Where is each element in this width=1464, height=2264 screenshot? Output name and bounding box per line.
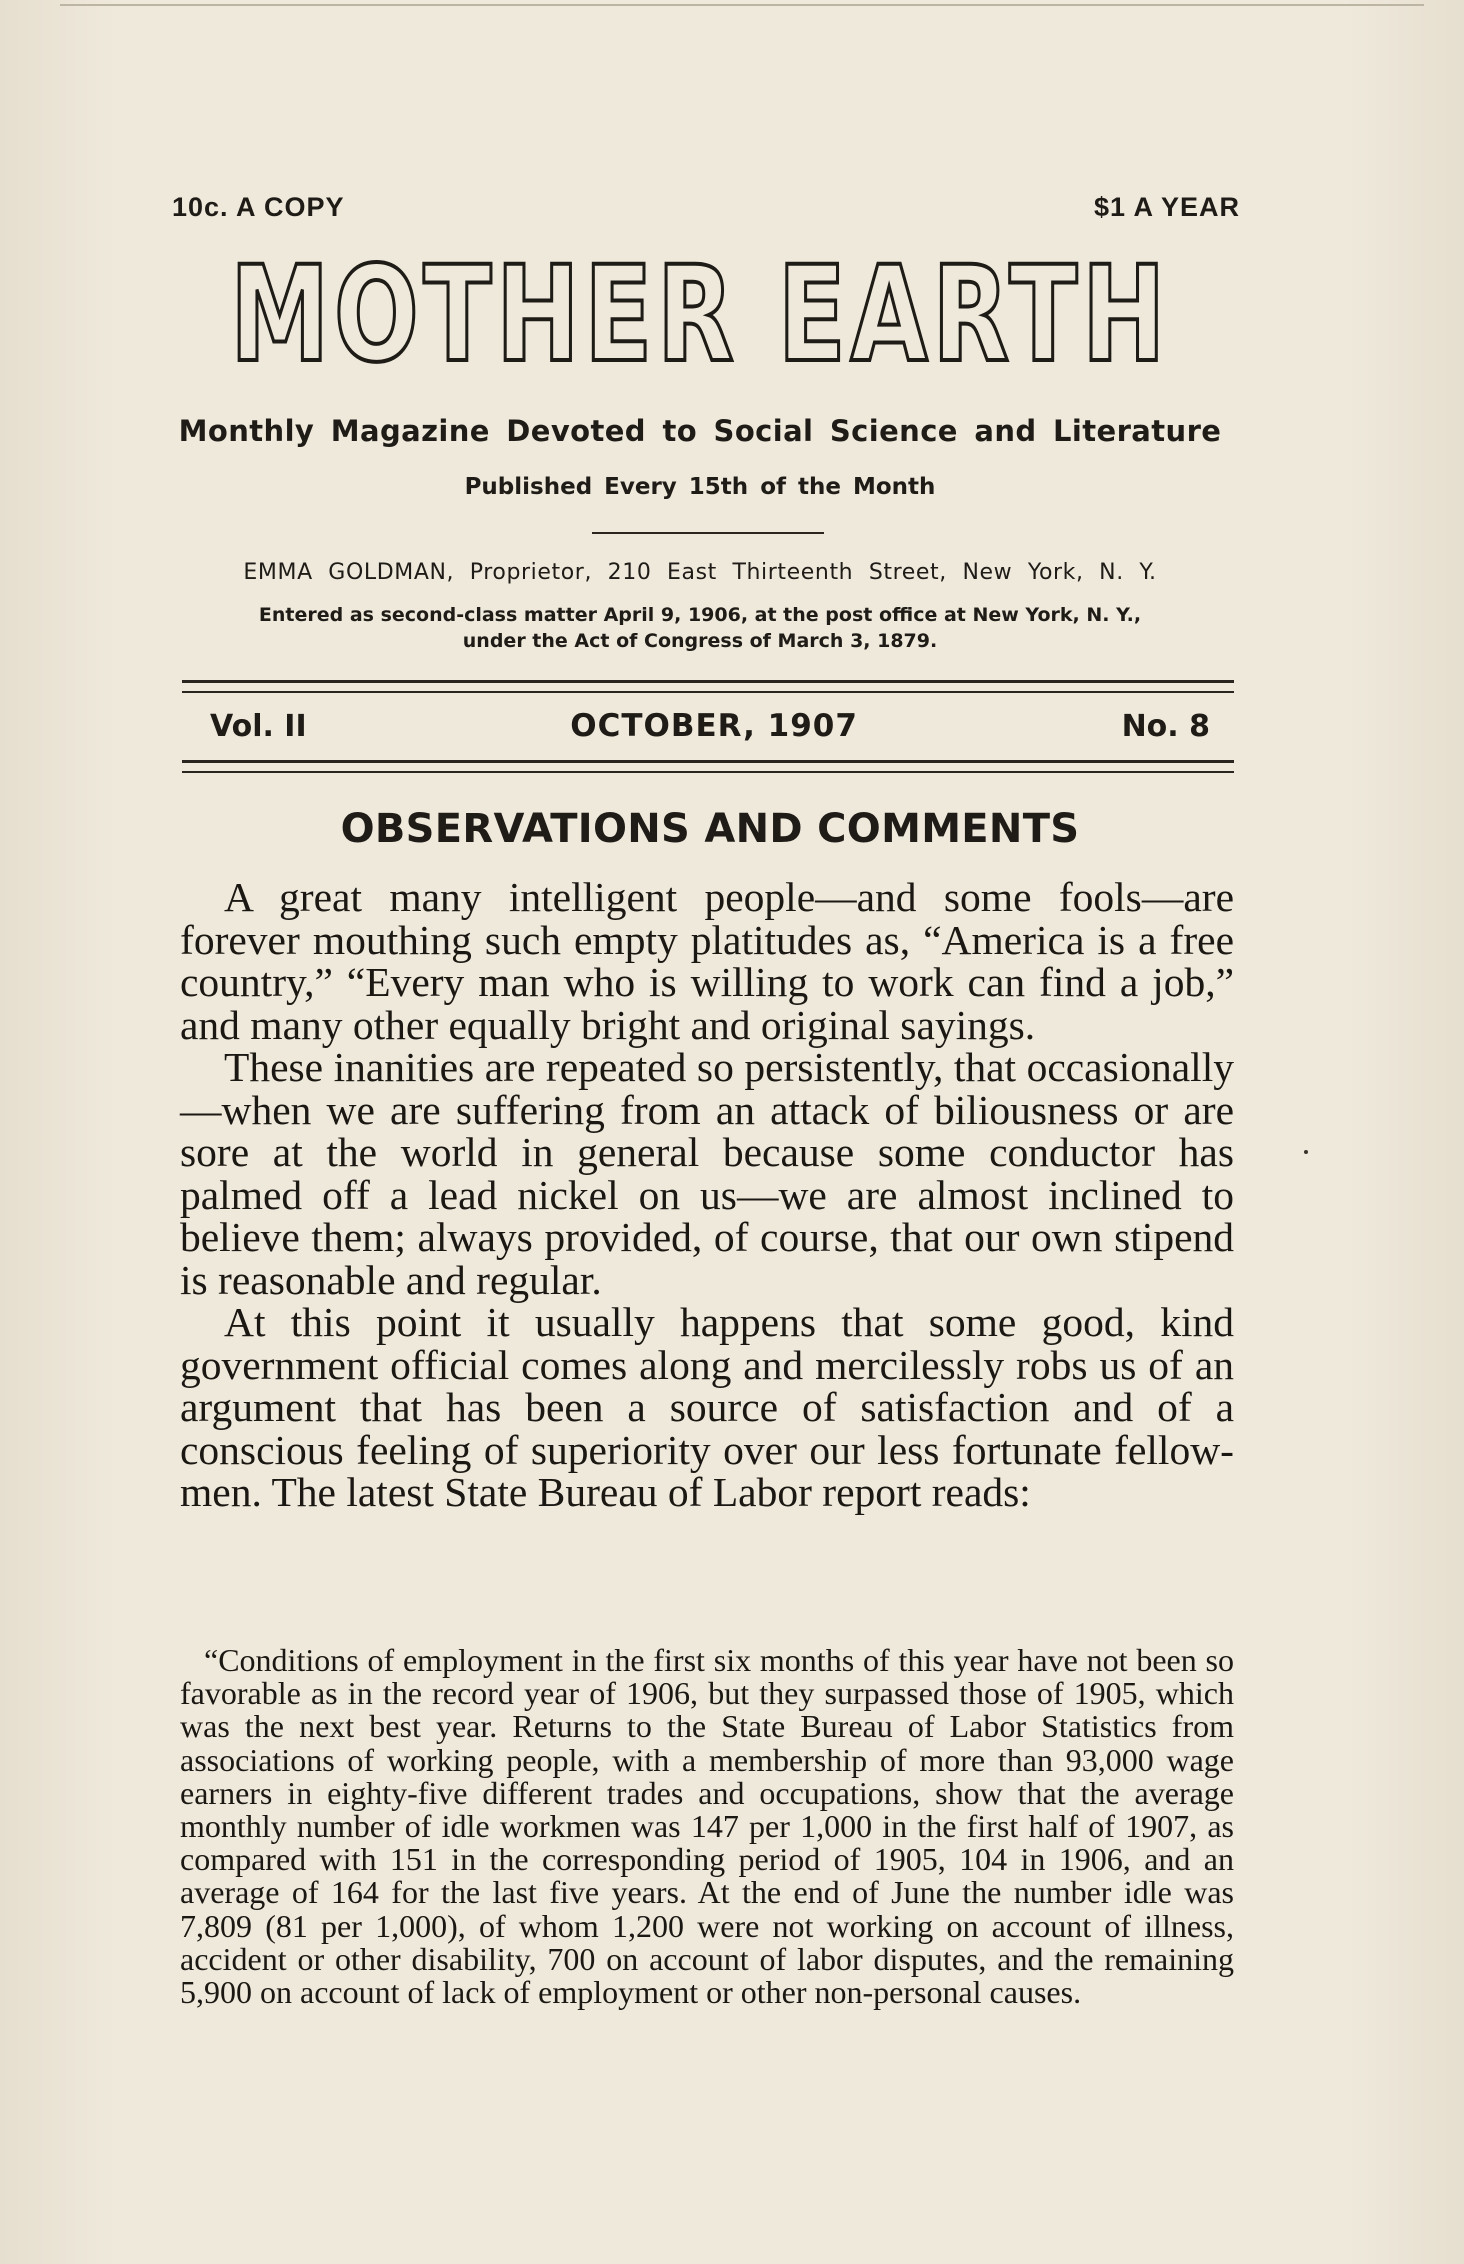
price-row <box>172 192 1240 228</box>
paragraph: These inanities are repeated so persistently, that occasionally—when we are suffering from an attack of biliousness or are sore at the world in general because some conductor has palmed off a lead nickel on us—we are almost inclined to believe them; always provided, of course, that our own stipend is reasonable and regular. <box>180 1044 1234 1303</box>
bottom-double-rule <box>182 760 1234 773</box>
publication-schedule: Published Every 15th of the Month <box>464 474 936 500</box>
proprietor-line: EMMA GOLDMAN, Proprietor, 210 East Thirteenth Street, New York, N. Y. <box>243 560 1157 585</box>
price-per-year: $1 A YEAR <box>1093 192 1240 222</box>
masthead-lettering <box>200 240 1200 390</box>
postal-entry-line-1: Entered as second-class matter April 9, 1906, at the post office at New York, N. Y., <box>258 604 1142 626</box>
price-per-copy: 10c. A COPY <box>172 192 345 222</box>
postal-entry-line-2: under the Act of Congress of March 3, 1879. <box>462 630 938 652</box>
issue-number: No. 8 <box>1121 709 1210 744</box>
postal-entry-notice <box>150 602 1250 654</box>
page-edge-line <box>60 4 1424 6</box>
paragraph: At this point it usually happens that some good, kind government official comes along and mercilessly robs us of an argument that has been a source of satisfaction and of a conscious feeling of superiority over our less fortunate fellow-men. The latest State Bureau of Labor report reads: <box>180 1299 1234 1515</box>
paragraph: A great many intelligent people—and some fools—are forever mouthing such empty platitudes as, “America is a free country,” “Every man who is willing to work can find a job,” and many other equally bright and original sayings. <box>180 874 1234 1048</box>
paper-speck <box>1304 1150 1308 1154</box>
top-double-rule <box>182 680 1234 693</box>
quote-paragraph: “Conditions of employment in the first six months of this year have not been so favorable as in the record year of 1906, but they surpassed those of 1905, which was the next best year. Returns to the State Bureau of Labor Statistics from associations of working people, with a membership of more than 93,000 wage earners in eighty-five different trades and occupations, show that the average monthly number of idle workmen was 147 per 1,000 in the first half of 1907, as compared with 151 in the corresponding period of 1905, 104 in 1906, and an average of 164 for the last five years. At the end of June the number idle was 7,809 (81 per 1,000), of whom 1,200 were not working on account of illness, accident or other disability, 700 on account of labor disputes, and the remaining 5,900 on account of lack of employment or other non-personal causes. <box>180 1642 1234 2011</box>
svg-text:MOTHER EARTH: MOTHER EARTH <box>230 240 1170 390</box>
volume-label: Vol. II <box>210 709 307 744</box>
issue-date: OCTOBER, 1907 <box>570 708 858 744</box>
article-title: OBSERVATIONS AND COMMENTS <box>340 806 1080 852</box>
quoted-report <box>180 1644 1234 2009</box>
masthead-logo <box>200 240 1200 390</box>
magazine-subtitle: Monthly Magazine Devoted to Social Science and Literature <box>178 414 1222 448</box>
svg-text:MOTHER EARTH: MOTHER EARTH <box>230 240 1170 390</box>
short-divider <box>592 532 824 534</box>
issue-info-row <box>210 708 1210 748</box>
article-body <box>180 876 1234 1514</box>
